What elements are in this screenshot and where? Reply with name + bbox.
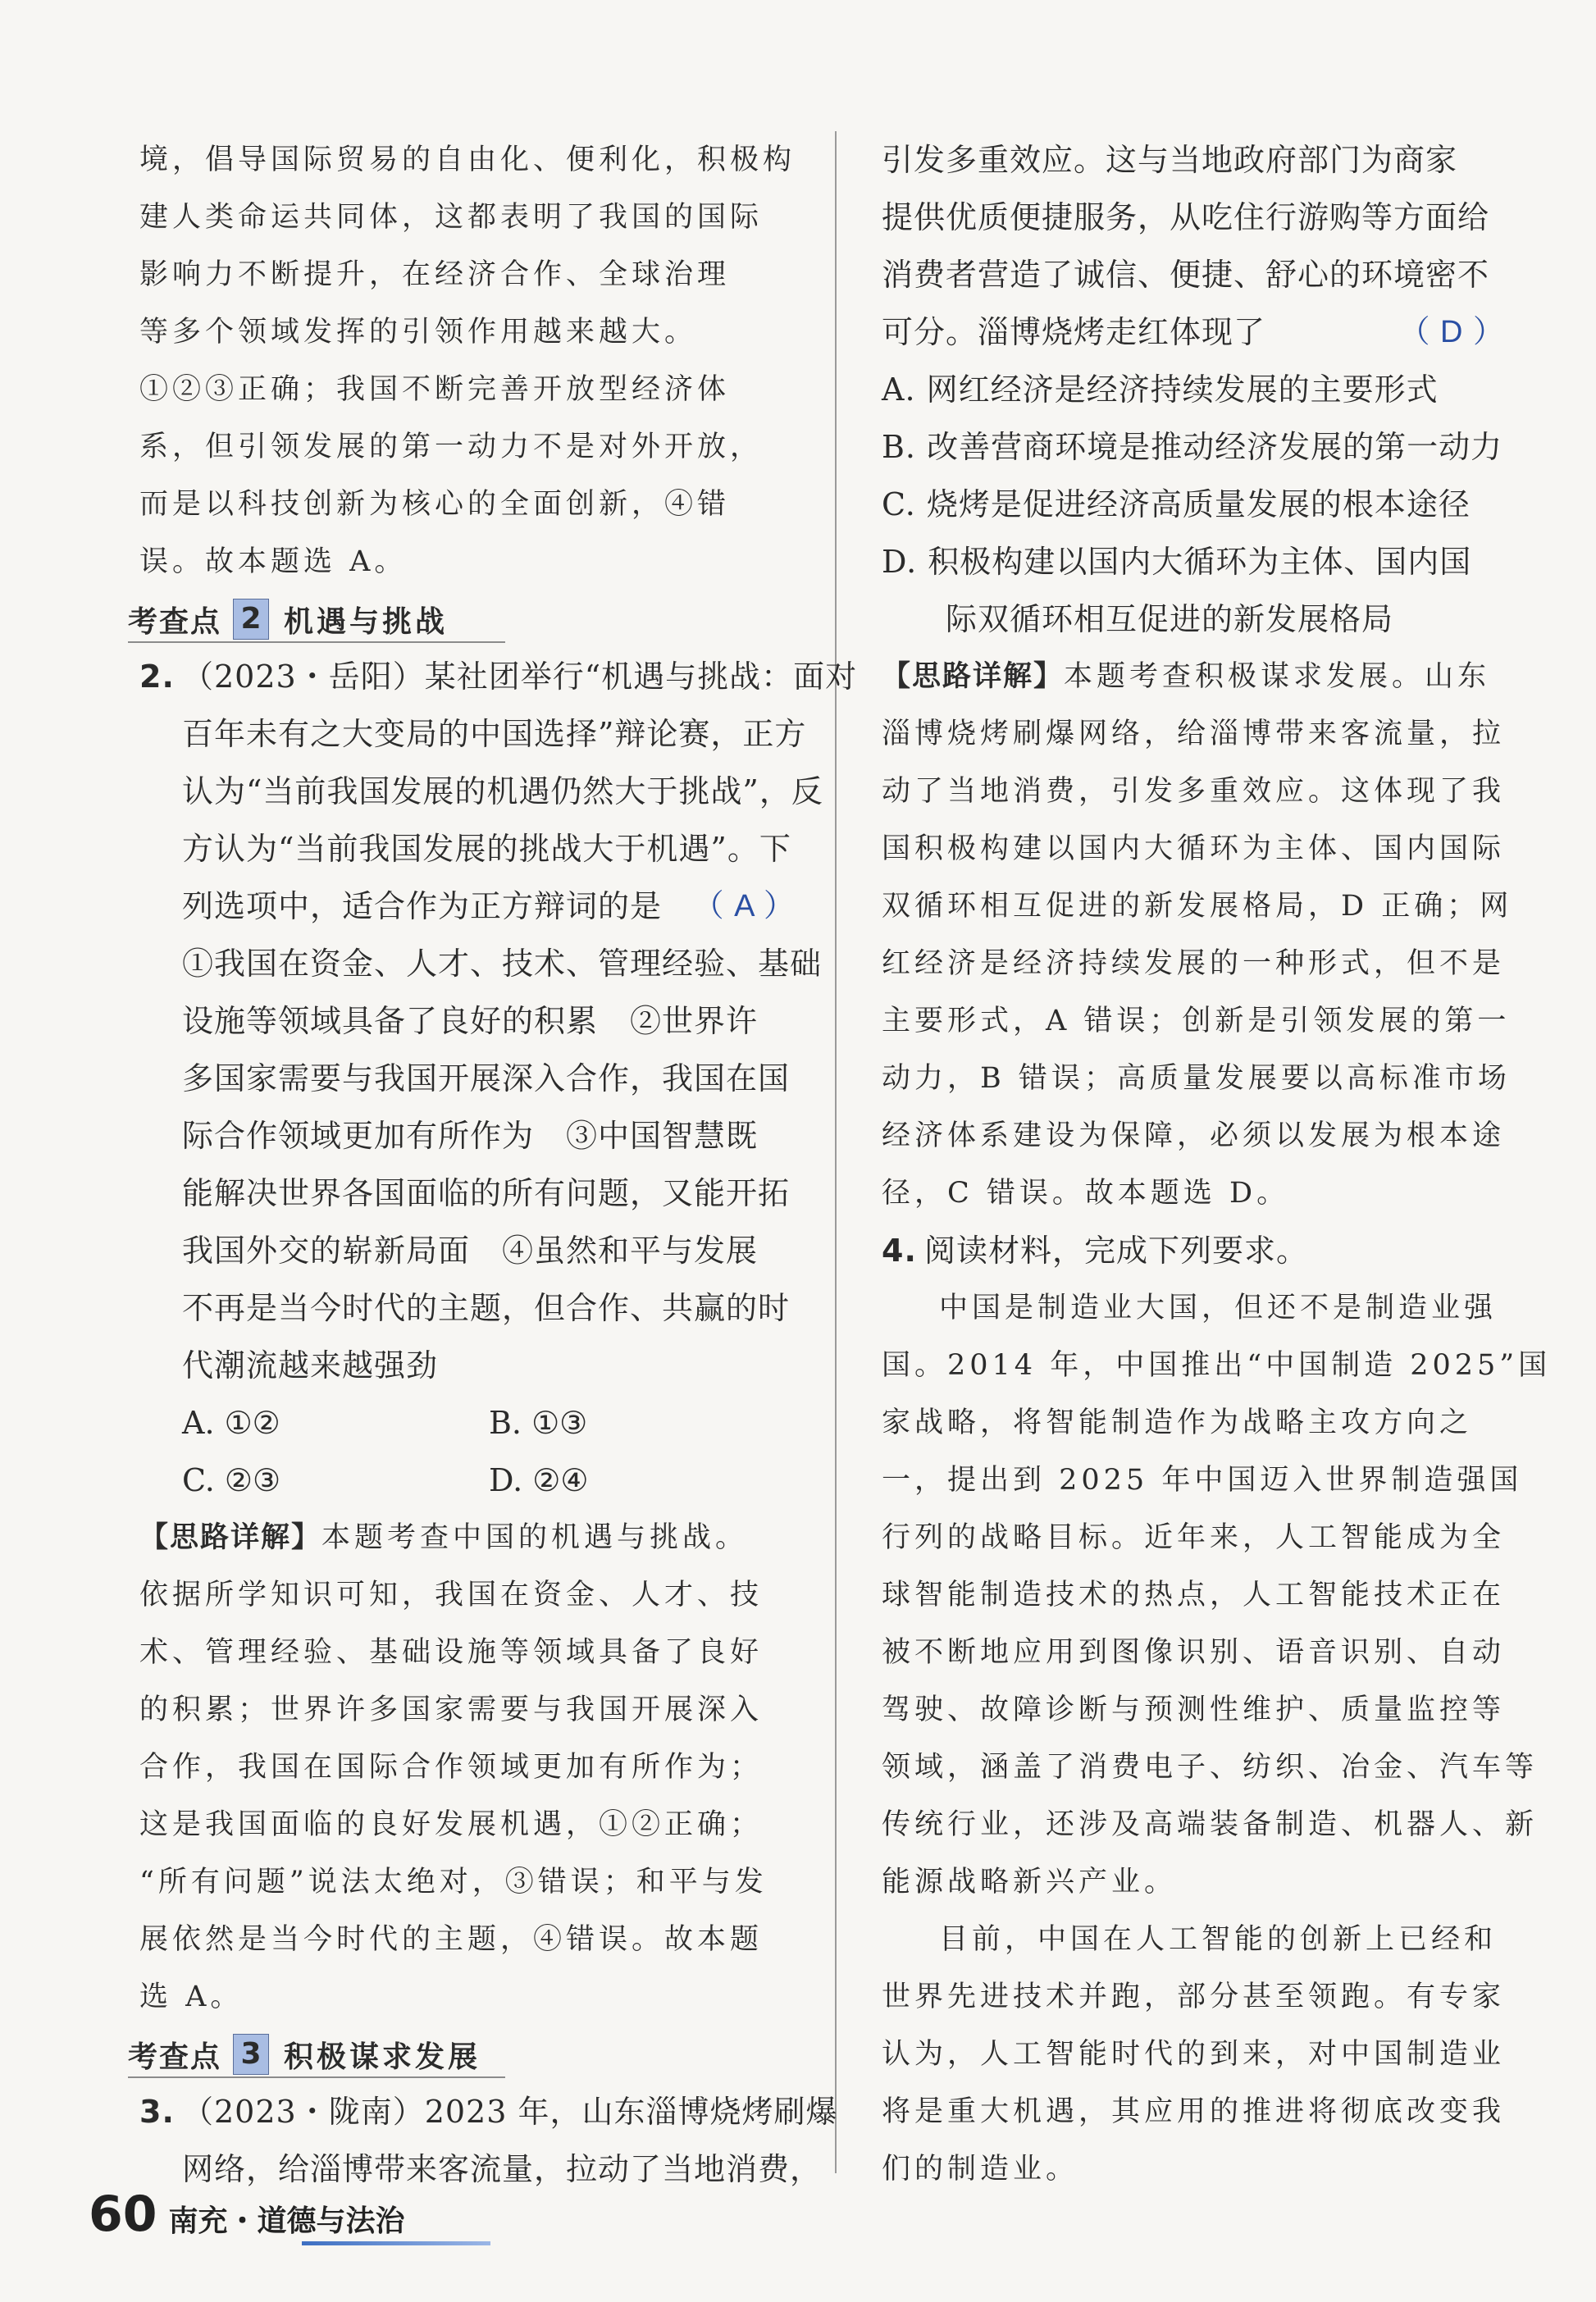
prev-explanation bbox=[139, 131, 796, 590]
explanation-text: 的积累；世界许多国家需要与我国开展深入 bbox=[139, 1693, 764, 1726]
material-paragraph-2 bbox=[882, 1911, 1505, 2198]
section-label: 考查点 bbox=[128, 604, 222, 639]
section-title: 积极谋求发展 bbox=[284, 2040, 481, 2074]
text-line: 境，倡导国际贸易的自由化、便利化，积极构 bbox=[139, 144, 796, 176]
section-title: 机遇与挑战 bbox=[284, 604, 449, 639]
answer-mark: （ D ） bbox=[1398, 315, 1505, 349]
question-stem: 百年未有之大变局的中国选择”辩论赛，正方 bbox=[182, 716, 807, 752]
explanation-text: 经济体系建设为保障，必须以发展为根本途 bbox=[882, 1119, 1506, 1152]
statement-line: 设施等领域具备了良好的积累 ②世界许 bbox=[182, 1003, 759, 1039]
statement-line: 际合作领域更加有所作为 ③中国智慧既 bbox=[182, 1118, 759, 1154]
text-line: 而是以科技创新为核心的全面创新，④错 bbox=[139, 488, 731, 521]
question-stem: 引发多重效应。这与当地政府部门为商家 bbox=[882, 142, 1458, 178]
question-stem: 认为“当前我国发展的机遇仍然大于挑战”，反 bbox=[182, 773, 823, 809]
material-text: 国。2014 年，中国推出“中国制造 2025”国 bbox=[882, 1349, 1552, 1382]
explanation-text: 术、管理经验、基础设施等领域具备了良好 bbox=[139, 1636, 764, 1669]
section-heading-2 bbox=[128, 590, 796, 648]
text-line: 系，但引领发展的第一动力不是对外开放， bbox=[139, 431, 764, 463]
page-footer bbox=[89, 2186, 405, 2243]
explanation-text: 淄博烧烤刷爆网络，给淄博带来客流量，拉 bbox=[882, 718, 1506, 750]
question-3-start bbox=[139, 2083, 838, 2198]
text-line: ①②③正确；我国不断完善开放型经济体 bbox=[139, 373, 731, 406]
material-text: 将是重大机遇，其应用的推进将彻底改变我 bbox=[882, 2095, 1506, 2128]
material-text: 中国是制造业大国，但还不是制造业强 bbox=[939, 1292, 1498, 1324]
text-line: 等多个领域发挥的引领作用越来越大。 bbox=[139, 316, 698, 349]
column-divider bbox=[835, 131, 837, 2173]
question-stem: 列选项中，适合作为正方辩词的是 bbox=[182, 888, 663, 924]
left-column bbox=[128, 131, 858, 2198]
question-stem: 方认为“当前我国发展的挑战大于机遇”。下 bbox=[182, 831, 791, 867]
question-2 bbox=[139, 648, 858, 1509]
statement-line: 我国外交的崭新局面 ④虽然和平与发展 bbox=[182, 1233, 759, 1269]
option-a: A. 网红经济是经济持续发展的主要形式 bbox=[882, 372, 1439, 408]
explanation-text: 本题考查中国的机遇与挑战。 bbox=[321, 1521, 749, 1554]
statement-line: 不再是当今时代的主题，但合作、共赢的时 bbox=[182, 1290, 791, 1326]
explanation-text: 动了当地消费，引发多重效应。这体现了我 bbox=[882, 775, 1506, 808]
material-text: 领域，涵盖了消费电子、纺织、冶金、汽车等 bbox=[882, 1751, 1539, 1784]
footer-accent-bar bbox=[302, 2241, 490, 2245]
option-row bbox=[182, 1394, 796, 1452]
option-b: B. 改善营商环境是推动经济发展的第一动力 bbox=[882, 429, 1503, 465]
explanation-text: “所有问题”说法太绝对，③错误；和平与发 bbox=[139, 1866, 768, 1899]
section-heading-3 bbox=[128, 2026, 796, 2083]
section-underline bbox=[128, 641, 505, 643]
material-text: 被不断地应用到图像识别、语音识别、自动 bbox=[882, 1636, 1506, 1669]
question-number: 4. bbox=[882, 1233, 917, 1269]
question-number: 2. bbox=[139, 659, 175, 695]
question-stem: 消费者营造了诚信、便捷、舒心的环境密不 bbox=[882, 257, 1490, 293]
option-d-continued: 际双循环相互促进的新发展格局 bbox=[882, 601, 1394, 637]
explanation-text: 国积极构建以国内大循环为主体、国内国际 bbox=[882, 832, 1506, 865]
text-line: 误。故本题选 A。 bbox=[139, 545, 408, 578]
option-c: C. 烧烤是促进经济高质量发展的根本途径 bbox=[882, 486, 1471, 522]
right-column bbox=[882, 131, 1552, 2198]
material-text: 一，提出到 2025 年中国迈入世界制造强国 bbox=[882, 1464, 1523, 1497]
question-stem: 提供优质便捷服务，从吃住行游购等方面给 bbox=[882, 199, 1490, 235]
section-number: 2 bbox=[233, 599, 269, 640]
explanation-q2 bbox=[139, 1509, 796, 2026]
explanation-q3 bbox=[882, 648, 1513, 1222]
question-4 bbox=[882, 1222, 1505, 1279]
material-text: 目前，中国在人工智能的创新上已经和 bbox=[939, 1923, 1498, 1956]
explanation-text: 径，C 错误。故本题选 D。 bbox=[882, 1177, 1290, 1210]
section-underline bbox=[128, 2076, 505, 2078]
option-d: D. 积极构建以国内大循环为主体、国内国 bbox=[882, 544, 1472, 580]
explanation-text: 这是我国面临的良好发展机遇，①②正确； bbox=[139, 1808, 764, 1841]
text-line: 建人类命运共同体，这都表明了我国的国际 bbox=[139, 201, 764, 234]
option-c: C. ②③ bbox=[182, 1462, 281, 1498]
question-stem: （2023・岳阳）某社团举行“机遇与挑战：面对 bbox=[182, 659, 858, 695]
option-row bbox=[182, 1452, 796, 1509]
explanation-text: 红经济是经济持续发展的一种形式，但不是 bbox=[882, 947, 1506, 980]
explanation-label: 【思路详解】 bbox=[882, 660, 1065, 693]
book-subtitle: 南充・道德与法治 bbox=[168, 2204, 405, 2238]
material-text: 行列的战略目标。近年来，人工智能成为全 bbox=[882, 1521, 1506, 1554]
explanation-text: 展依然是当今时代的主题，④错误。故本题 bbox=[139, 1923, 764, 1956]
explanation-text: 双循环相互促进的新发展格局，D 正确；网 bbox=[882, 890, 1513, 923]
question-stem: 可分。淄博烧烤走红体现了 bbox=[882, 314, 1266, 350]
statement-line: ①我国在资金、人才、技术、管理经验、基础 bbox=[182, 946, 823, 982]
option-b: B. ①③ bbox=[489, 1405, 588, 1441]
statement-line: 能解决世界各国面临的所有问题，又能开拓 bbox=[182, 1175, 791, 1211]
explanation-text: 选 A。 bbox=[139, 1981, 244, 2013]
question-number: 3. bbox=[139, 2094, 175, 2130]
explanation-text: 合作，我国在国际合作领域更加有所作为； bbox=[139, 1751, 764, 1784]
explanation-text: 本题考查积极谋求发展。山东 bbox=[1064, 660, 1491, 693]
material-text: 球智能制造技术的热点，人工智能技术正在 bbox=[882, 1579, 1506, 1611]
material-text: 传统行业，还涉及高端装备制造、机器人、新 bbox=[882, 1808, 1539, 1841]
material-paragraph-1 bbox=[882, 1279, 1552, 1911]
material-text: 能源战略新兴产业。 bbox=[882, 1866, 1178, 1899]
explanation-text: 动力，B 错误；高质量发展要以高标准市场 bbox=[882, 1062, 1511, 1095]
statement-line: 代潮流越来越强劲 bbox=[182, 1347, 439, 1383]
question-3-continued bbox=[882, 131, 1505, 648]
page-number: 60 bbox=[89, 2186, 157, 2243]
question-stem: （2023・陇南）2023 年，山东淄博烧烤刷爆 bbox=[182, 2094, 838, 2130]
option-a: A. ①② bbox=[182, 1405, 280, 1441]
material-text: 驾驶、故障诊断与预测性维护、质量监控等 bbox=[882, 1693, 1506, 1726]
explanation-text: 主要形式，A 错误；创新是引领发展的第一 bbox=[882, 1005, 1511, 1037]
statement-line: 多国家需要与我国开展深入合作，我国在国 bbox=[182, 1060, 791, 1096]
text-line: 影响力不断提升，在经济合作、全球治理 bbox=[139, 258, 731, 291]
question-stem: 网络，给淄博带来客流量，拉动了当地消费， bbox=[182, 2151, 823, 2187]
question-stem: 阅读材料，完成下列要求。 bbox=[924, 1233, 1309, 1269]
material-text: 家战略，将智能制造作为战略主攻方向之 bbox=[882, 1406, 1473, 1439]
explanation-label: 【思路详解】 bbox=[139, 1521, 322, 1554]
section-number: 3 bbox=[233, 2034, 269, 2075]
material-text: 们的制造业。 bbox=[882, 2153, 1079, 2186]
option-d: D. ②④ bbox=[489, 1462, 589, 1498]
material-text: 世界先进技术并跑，部分甚至领跑。有专家 bbox=[882, 1981, 1506, 2013]
section-label: 考查点 bbox=[128, 2040, 222, 2074]
answer-mark: （ A ） bbox=[692, 889, 796, 923]
explanation-text: 依据所学知识可知，我国在资金、人才、技 bbox=[139, 1579, 764, 1611]
material-text: 认为，人工智能时代的到来，对中国制造业 bbox=[882, 2038, 1506, 2071]
